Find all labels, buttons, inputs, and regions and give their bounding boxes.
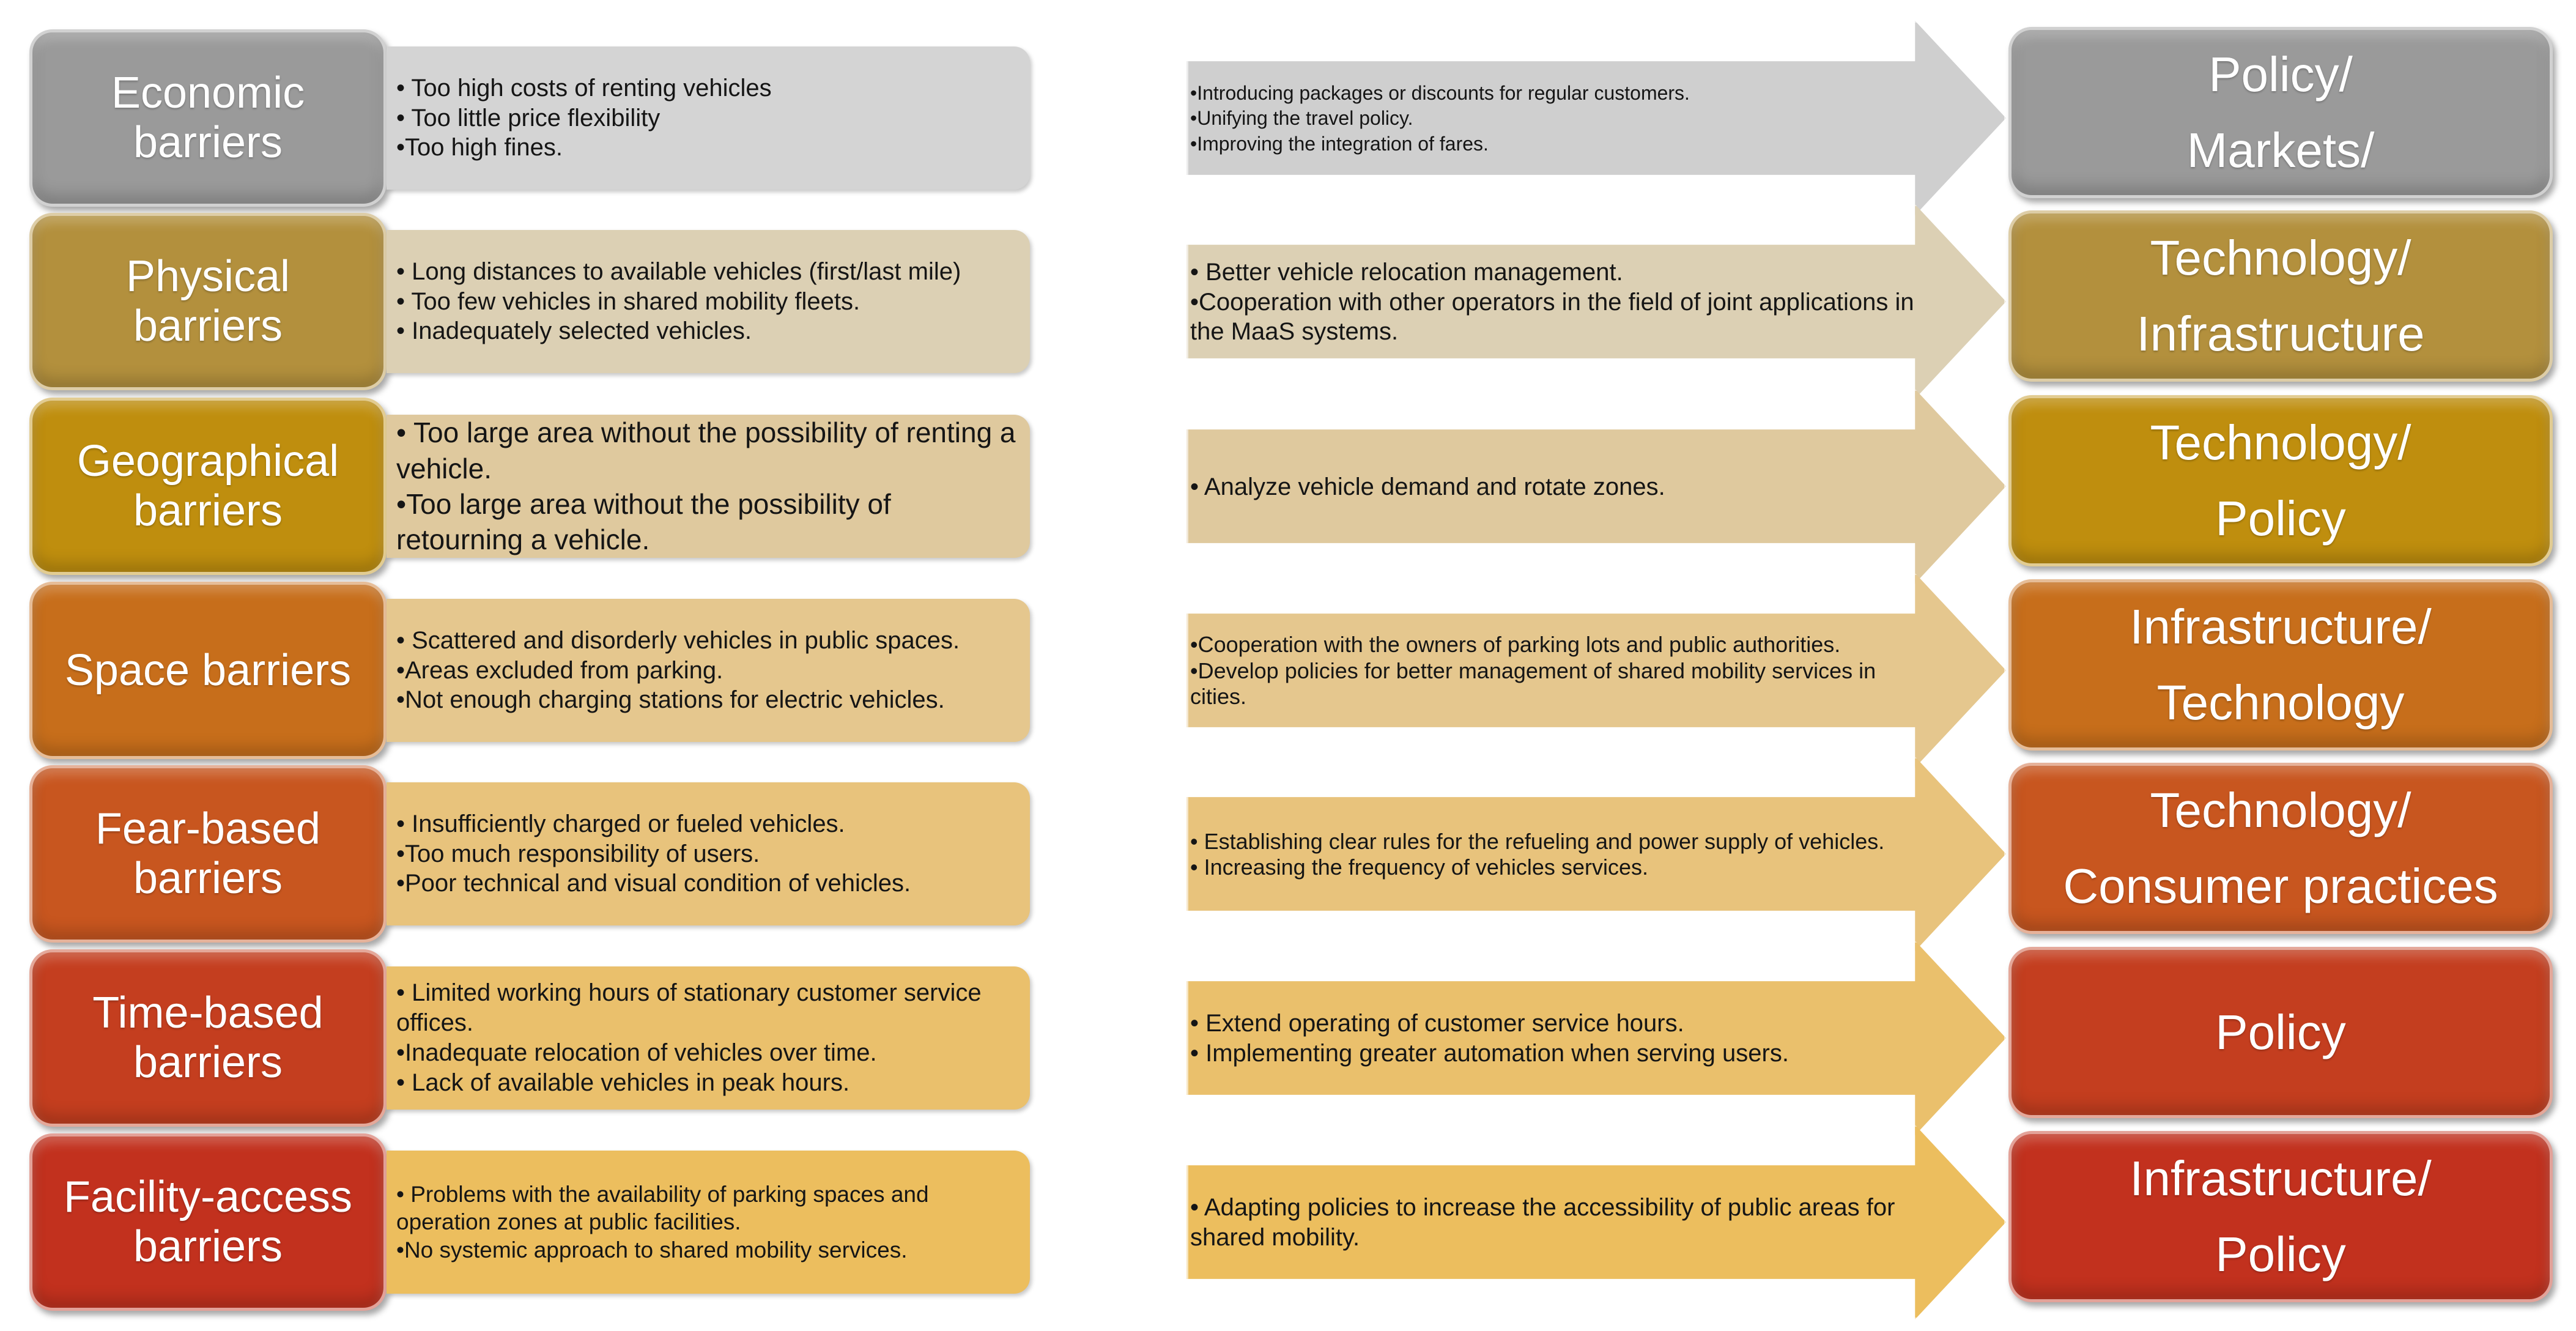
solution-item: •Improving the integration of fares. (1190, 132, 1489, 155)
barrier-category-label: Physical barriers (29, 213, 387, 390)
solution-text (1190, 985, 1942, 1092)
domain-label-line: Consumer practices (2063, 859, 2498, 913)
barrier-item: •No systemic approach to shared mobility services. (396, 1237, 908, 1262)
domain-label-line: Policy (2215, 491, 2346, 546)
solution-item: • Establishing clear rules for the refueling and power supply of vehicles. (1190, 828, 1885, 854)
barrier-item: • Too little price flexibility (396, 104, 661, 132)
domain-label-line: Policy (2215, 1005, 2346, 1059)
solution-item: • Extend operating of customer service hours. (1190, 1010, 1684, 1037)
domain-label-line: Technology/ (2150, 783, 2411, 837)
solution-item: • Adapting policies to increase the accessibility of public areas for shared mobility. (1190, 1194, 1895, 1251)
barrier-details (387, 415, 1030, 558)
domain-label-line: Technology/ (2150, 231, 2411, 285)
solution-text (1190, 433, 1942, 541)
barrier-row (0, 949, 2576, 1127)
barrier-item: •Inadequate relocation of vehicles over time. (396, 1039, 877, 1066)
domain-label (2008, 210, 2553, 382)
domain-label-line: Technology/ (2150, 415, 2411, 470)
barrier-item: •Too high fines. (396, 134, 563, 161)
barrier-item: • Long distances to available vehicles (first/last mile) (396, 258, 961, 285)
solution-item: • Analyze vehicle demand and rotate zones. (1190, 473, 1665, 500)
barrier-row (0, 582, 2576, 759)
solution-text (1190, 65, 1942, 172)
barrier-item: •Areas excluded from parking. (396, 656, 724, 684)
domain-label-line: Infrastructure/ (2130, 599, 2432, 654)
barrier-details (387, 782, 1030, 925)
barrier-row (0, 213, 2576, 390)
barrier-item: • Lack of available vehicles in peak hours. (396, 1069, 850, 1096)
barrier-category-label: Fear-based barriers (29, 765, 387, 943)
barrier-details (387, 966, 1030, 1110)
barrier-category-label: Facility-access barriers (29, 1133, 387, 1311)
barrier-details (387, 1151, 1030, 1294)
barrier-item: • Too large area without the possibility of renting a vehicle. (396, 417, 1016, 484)
barrier-row (0, 398, 2576, 575)
barrier-category-label: Space barriers (29, 582, 387, 759)
solution-text (1190, 617, 1942, 725)
solution-text (1190, 801, 1942, 908)
solution-item: •Cooperation with other operators in the field of joint applications in the MaaS systems. (1190, 288, 1914, 346)
barrier-item: •Poor technical and visual condition of vehicles. (396, 870, 911, 897)
barrier-category-label: Geographical barriers (29, 398, 387, 575)
domain-label (2008, 1131, 2553, 1302)
barrier-details (387, 46, 1030, 190)
domain-label-line: Policy/ (2208, 47, 2353, 102)
domain-label-line: Policy (2215, 1227, 2346, 1281)
barrier-item: • Too few vehicles in shared mobility fleets. (396, 287, 861, 315)
domain-label-line: Infrastructure (2136, 306, 2425, 361)
solution-item: •Develop policies for better management of shared mobility services in cities. (1190, 658, 1876, 710)
solution-text (1190, 248, 1942, 356)
solution-text (1190, 1169, 1942, 1277)
barrier-item: • Too high costs of renting vehicles (396, 74, 772, 102)
barrier-item: • Limited working hours of stationary customer service offices. (396, 979, 982, 1037)
domain-label (2008, 763, 2553, 934)
barrier-details (387, 599, 1030, 742)
barrier-item: • Inadequately selected vehicles. (396, 317, 752, 345)
domain-label (2008, 27, 2553, 198)
barrier-row (0, 29, 2576, 207)
domain-label-line: Infrastructure/ (2130, 1151, 2432, 1206)
barrier-item: •Too much responsibility of users. (396, 840, 760, 867)
domain-label (2008, 947, 2553, 1118)
solution-item: • Better vehicle relocation management. (1190, 258, 1623, 286)
barrier-row (0, 1133, 2576, 1311)
barrier-category-label: Economic barriers (29, 29, 387, 207)
solution-item: • Increasing the frequency of vehicles services. (1190, 855, 1648, 880)
barrier-item: • Scattered and disorderly vehicles in public spaces. (396, 626, 960, 654)
barrier-item: •Not enough charging stations for electric vehicles. (396, 686, 945, 714)
barrier-item: • Insufficiently charged or fueled vehicles. (396, 810, 845, 837)
solution-item: •Cooperation with the owners of parking lots and public authorities. (1190, 632, 1841, 658)
domain-label (2008, 579, 2553, 751)
solution-item: •Unifying the travel policy. (1190, 107, 1413, 130)
barrier-item: •Too large area without the possibility of retourning a vehicle. (396, 488, 891, 556)
barrier-item: • Problems with the availability of parking spaces and operation zones at public facilities. (396, 1182, 929, 1235)
barrier-row (0, 765, 2576, 943)
domain-label (2008, 395, 2553, 566)
barrier-category-label: Time-based barriers (29, 949, 387, 1127)
domain-label-line: Markets/ (2186, 123, 2375, 177)
barrier-details (387, 230, 1030, 373)
domain-label-line: Technology (2156, 675, 2405, 730)
solution-item: • Implementing greater automation when serving users. (1190, 1040, 1789, 1067)
solution-item: •Introducing packages or discounts for regular customers. (1190, 81, 1690, 104)
